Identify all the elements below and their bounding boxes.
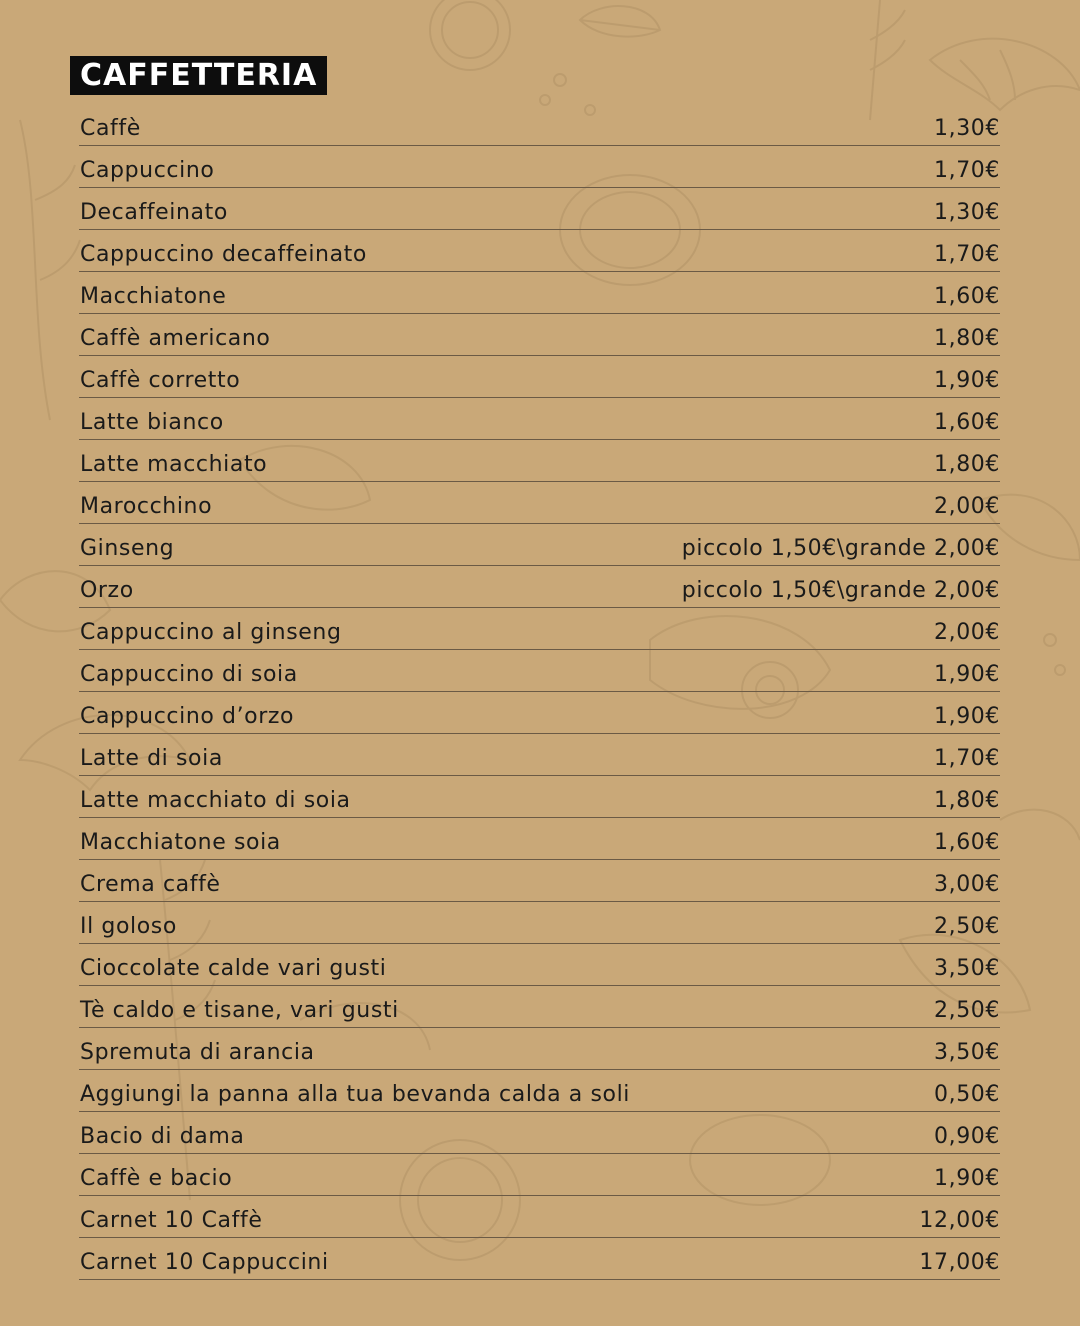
menu-item-name: Caffè corretto [80,368,241,393]
menu-item-price: 1,90€ [934,1166,1000,1191]
menu-item-row [79,692,1000,734]
menu-item-row [79,986,1000,1028]
menu-item-price: 3,00€ [934,872,1000,897]
menu-item-row [79,146,1000,188]
menu-item-name: Cappuccino [80,158,215,183]
menu-title: CAFFETTERIA [70,56,327,95]
menu-item-row [79,1028,1000,1070]
menu-item-price: 2,50€ [934,914,1000,939]
menu-item-price: 1,90€ [934,704,1000,729]
menu-item-row [79,860,1000,902]
menu-item-name: Cappuccino d’orzo [80,704,295,729]
menu-item-row [79,776,1000,818]
menu-item-row [79,1196,1000,1238]
menu-item-name: Macchiatone soia [80,830,281,855]
menu-item-name: Latte macchiato di soia [80,788,351,813]
menu-item-name: Marocchino [80,494,213,519]
menu-item-row [79,524,1000,566]
menu-item-price: 1,90€ [934,662,1000,687]
menu-item-name: Cappuccino decaffeinato [80,242,367,267]
menu-item-price: piccolo 1,50€\grande 2,00€ [681,578,1000,603]
menu-item-price: 2,00€ [934,494,1000,519]
menu-item-price: piccolo 1,50€\grande 2,00€ [681,536,1000,561]
menu-item-row [79,314,1000,356]
menu-item-name: Orzo [80,578,134,603]
menu-item-price: 2,50€ [934,998,1000,1023]
menu-item-row [79,440,1000,482]
menu-item-name: Cappuccino di soia [80,662,298,687]
menu-item-price: 1,90€ [934,368,1000,393]
menu-item-row [79,1238,1000,1280]
menu-item-price: 0,50€ [934,1082,1000,1107]
menu-item-price: 1,60€ [934,830,1000,855]
menu-list [79,104,1000,1280]
menu-item-row [79,608,1000,650]
menu-item-price: 1,60€ [934,410,1000,435]
menu-item-row [79,398,1000,440]
menu-item-row [79,104,1000,146]
menu-item-price: 1,30€ [934,200,1000,225]
menu-item-price: 1,70€ [934,746,1000,771]
menu-item-price: 1,70€ [934,158,1000,183]
menu-item-name: Carnet 10 Cappuccini [80,1250,329,1275]
menu-item-row [79,482,1000,524]
menu-item-name: Tè caldo e tisane, vari gusti [80,998,399,1023]
menu-item-price: 3,50€ [934,956,1000,981]
menu-item-price: 2,00€ [934,620,1000,645]
menu-item-name: Decaffeinato [80,200,228,225]
menu-item-name: Latte bianco [80,410,224,435]
menu-item-name: Macchiatone [80,284,227,309]
menu-item-price: 1,80€ [934,326,1000,351]
menu-item-price: 1,70€ [934,242,1000,267]
menu-item-row [79,734,1000,776]
menu-item-price: 1,80€ [934,788,1000,813]
menu-item-row [79,272,1000,314]
menu-item-price: 3,50€ [934,1040,1000,1065]
menu-item-row [79,356,1000,398]
menu-item-name: Caffè [80,116,141,141]
menu-item-name: Spremuta di arancia [80,1040,315,1065]
menu-item-name: Il goloso [80,914,177,939]
menu-item-price: 1,30€ [934,116,1000,141]
menu-item-name: Caffè americano [80,326,271,351]
menu-item-row [79,650,1000,692]
menu-item-name: Carnet 10 Caffè [80,1208,263,1233]
menu-item-name: Ginseng [80,536,175,561]
menu-item-row [79,188,1000,230]
menu-item-row [79,818,1000,860]
menu-item-name: Latte di soia [80,746,223,771]
menu-item-name: Latte macchiato [80,452,268,477]
menu-item-row [79,1154,1000,1196]
menu-item-name: Bacio di dama [80,1124,245,1149]
menu-item-row [79,944,1000,986]
menu-item-name: Caffè e bacio [80,1166,233,1191]
menu-item-price: 12,00€ [919,1208,1000,1233]
menu-item-price: 1,60€ [934,284,1000,309]
menu-item-row [79,566,1000,608]
menu-item-price: 1,80€ [934,452,1000,477]
menu-item-row [79,1070,1000,1112]
menu-item-name: Crema caffè [80,872,221,897]
menu-item-name: Aggiungi la panna alla tua bevanda calda a soli [80,1082,631,1107]
menu-item-price: 17,00€ [919,1250,1000,1275]
menu-item-name: Cioccolate calde vari gusti [80,956,387,981]
menu-item-row [79,902,1000,944]
menu-item-name: Cappuccino al ginseng [80,620,342,645]
menu-item-row [79,230,1000,272]
menu-item-row [79,1112,1000,1154]
menu-item-price: 0,90€ [934,1124,1000,1149]
